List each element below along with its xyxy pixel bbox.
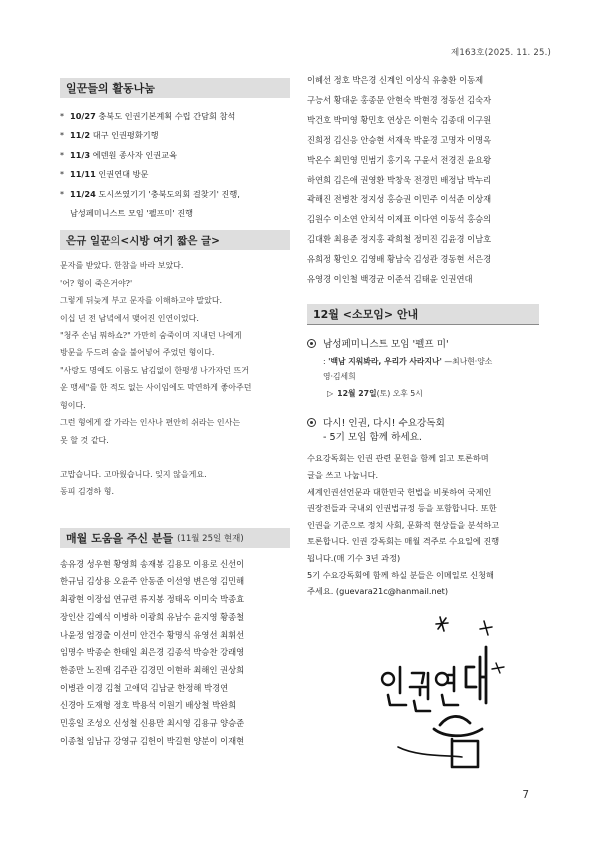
donor-row: 임명수 박종순 한태일 최은경 김종석 박승찬 강래영 [60, 647, 245, 658]
letter-closing: 고맙습니다. 고마웠습니다. 잊지 않을게요. [60, 469, 207, 479]
bullet-icon: * [60, 170, 64, 180]
donor-row: 구능서 황대운 홍종문 안현숙 박현경 정동선 김숙자 [307, 94, 492, 105]
donor-row: 하연희 김은애 권영환 박창욱 전경민 배정남 박누리 [307, 174, 492, 185]
meeting-schedule [307, 388, 539, 399]
inkwonyeondae-sum-logo [378, 607, 518, 777]
meeting-title-row [307, 336, 539, 350]
activity-text: 인권연대 방문 [95, 169, 149, 180]
letter-line: 문자를 받았다. 한참을 바라 보았다. [60, 261, 184, 271]
meeting-study [307, 415, 539, 599]
meetings-title: 12월 <소모임> 안내 [313, 307, 419, 321]
letter-suffix: 의 [110, 234, 121, 247]
letter-header [60, 230, 290, 250]
donor-list-continued [307, 71, 539, 290]
meeting-book [307, 354, 539, 369]
activities-title: 일꾼들의 활동나눔 [66, 82, 155, 95]
study-line: 토론합니다. 인권 강독회는 매월 격주로 수요일에 진행 [307, 536, 500, 547]
activity-item [60, 126, 290, 145]
donors-header [60, 528, 290, 548]
letter-line: '어? 형이 죽은거야?' [60, 278, 133, 288]
letter-line: 운 맹세"를 한 적도 없는 사이임에도 막연하게 좋아주던 [60, 383, 252, 393]
letter-line: "청주 손님 뭐하쇼?" 가만히 숨죽이며 지내던 나에게 [60, 331, 242, 341]
activity-date: 11/24 [70, 188, 96, 199]
donor-row: 유희정 황인오 김영배 황남숙 김성관 경동현 서은경 [307, 254, 492, 265]
letter-body [60, 257, 290, 500]
letter-line: 그렇게 뒤늦게 부고 문자를 이해하고야 말았다. [60, 296, 223, 306]
donor-row: 김원수 이소연 안치석 이제표 이다연 이동석 홍승의 [307, 214, 492, 225]
book-authors-cont: 영·김세희 [323, 372, 356, 382]
study-description [307, 450, 539, 599]
study-line: 글을 쓰고 나눕니다. [307, 470, 379, 481]
study-line: 권장전들과 국내외 인권법규정 등을 포함합니다. 또한 [307, 503, 497, 514]
meeting-title-row [307, 415, 539, 429]
donor-row: 나윤정 엄경출 이선미 안건수 황명식 유영선 최휘선 [60, 629, 245, 640]
radio-dot-icon [307, 339, 316, 348]
letter-line: 방문을 두드려 숨을 불어넣어 주었던 형이다. [60, 348, 215, 358]
study-line: 주세요. (guevara21c@hanmail.net) [307, 586, 449, 597]
letter-line: "사랑도 명예도 이름도 남김없이 한평생 나가자던 뜨거 [60, 365, 249, 375]
activity-item [60, 165, 290, 184]
donor-row: 진희정 김신응 안승현 서재욱 박윤경 고명자 이명옥 [307, 134, 492, 145]
activity-date: 11/3 [70, 149, 91, 160]
meeting-subtitle: - 5기 모임 함께 하세요. [323, 432, 422, 444]
donor-row: 장인산 김예식 이병하 이광희 유남수 윤지영 황종철 [60, 611, 245, 622]
donors-title: 매월 도움을 주신 분들 [66, 531, 174, 545]
study-line: 인권을 기준으로 정치 사회, 문화적 현상들을 분석하고 [307, 519, 500, 530]
study-line: 수요강독회는 인권 관련 문헌을 함께 읽고 토론하며 [307, 453, 489, 464]
meeting-title: 다시! 인권, 다시! 수요강독회 [323, 418, 445, 430]
activity-list [60, 107, 290, 222]
activity-item [60, 146, 290, 165]
donor-row: 최광현 이장섭 연규련 류지봉 정태옥 이미숙 박종효 [60, 594, 245, 605]
letter-author: 은규 일꾼 [66, 234, 111, 247]
right-column [307, 71, 539, 600]
donor-row: 곽해진 전병찬 정지성 홍승권 이민주 이석준 이상재 [307, 194, 492, 205]
letter-line: 못 할 것 같다. [60, 435, 109, 445]
meetings-header [307, 304, 539, 324]
letter-title: <시방 여기 짧은 글> [120, 234, 220, 247]
activity-continuation: 남성페미니스트 모임 '펠프미' 진행 [70, 208, 194, 219]
bullet-icon: * [60, 150, 64, 160]
study-line: 5기 수요강독회에 함께 하실 분들은 이메일로 신청해 [307, 569, 494, 580]
activities-header [60, 78, 290, 98]
donor-row: 한규님 김상용 오윤주 안동준 이선영 변은영 김민해 [60, 576, 245, 587]
bullet-icon: * [60, 189, 64, 199]
issue-number: 제163호(2025. 11. 25.) [450, 48, 551, 58]
activity-item [60, 185, 290, 204]
triangle-right-icon: ▷ [327, 389, 334, 399]
schedule-date: 12월 27일 [337, 389, 377, 399]
activity-date: 11/2 [70, 130, 91, 141]
donor-row: 이혜선 정호 박은경 신계인 이상식 유충환 이동제 [307, 75, 484, 85]
book-authors: —최나현·양소 [441, 357, 493, 367]
donor-row: 박건호 박미영 황민호 연상은 이현숙 김종대 이구원 [307, 114, 492, 125]
book-title: '백남 지워봐라, 우리가 사라지나' [328, 357, 442, 367]
donor-row: 한종만 노진매 김주관 김경민 이현하 최해인 권상희 [60, 664, 245, 675]
letter-line: 그런 형에게 잘 가라는 인사나 편안히 쉬라는 인사는 [60, 418, 241, 428]
donor-row: 김대환 최용준 정지홍 곽희철 정미진 김윤경 이남호 [307, 234, 492, 245]
bullet-icon: * [60, 131, 64, 141]
activity-date: 10/27 [70, 111, 96, 121]
schedule-time: (토) 오후 5시 [376, 389, 423, 399]
activity-text: 대구 인권평화기행 [90, 130, 159, 141]
meeting-title: 남성페미니스트 모임 '펠프 미' [323, 339, 449, 351]
donor-row: 민홍일 조성오 신성철 신용만 최시영 김용규 양승준 [60, 718, 245, 729]
donor-row: 송유경 성우현 황영희 송재봉 김용모 이용로 신선이 [60, 558, 245, 569]
donor-row: 신경아 도재형 정호 박용석 이원기 배상철 박완희 [60, 700, 237, 711]
letter-line: 이십 년 전 남녘에서 맺어진 인연이었다. [60, 313, 199, 323]
activity-text: 에덴원 종사자 인권교육 [90, 149, 177, 160]
donors-date-note: (11월 25일 현재) [177, 533, 244, 544]
book-prefix: : [323, 357, 329, 367]
activity-item [60, 107, 290, 126]
donor-row: 박온수 최민영 민범기 홍기옥 구윤서 전경진 윤요왕 [307, 154, 492, 165]
donor-row: 유영경 이인철 백경균 이준석 김태윤 인권연대 [307, 274, 473, 285]
letter-line: 형이다. [60, 400, 86, 410]
letter-closing: 동피 김경하 형. [60, 487, 114, 497]
meeting-feminist [307, 336, 539, 399]
activity-text: 충북도 인권기본계획 수립 간담회 참석 [95, 111, 236, 121]
page-number: 7 [522, 789, 529, 801]
radio-dot-icon [307, 418, 316, 427]
header-underline [307, 324, 539, 326]
donor-row: 이병관 이경 김철 고애덕 김남균 한정해 박경연 [60, 682, 229, 693]
left-column [60, 78, 290, 750]
bullet-icon: * [60, 112, 64, 121]
activity-text: 도시쓰였기기 '충북도의회 걸찾기' 진행, [95, 188, 240, 199]
study-line: 세계인권선언문과 대한민국 헌법을 비롯하여 국제인 [307, 486, 492, 497]
donor-row: 이종철 임남규 강영규 김헌이 박길현 양분이 이재현 [60, 735, 245, 746]
donor-list [60, 556, 290, 751]
study-line: 됩니다.(매 기수 3년 과정) [307, 553, 401, 564]
activity-date: 11/11 [70, 169, 96, 180]
